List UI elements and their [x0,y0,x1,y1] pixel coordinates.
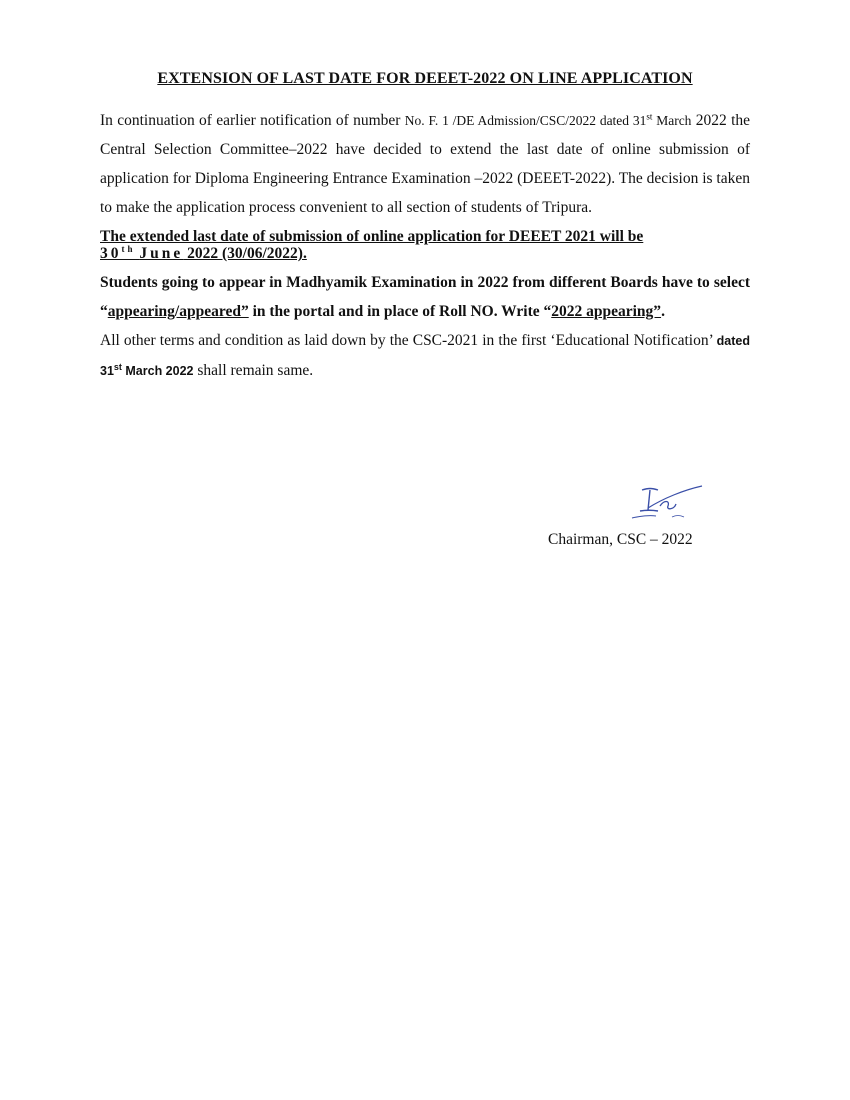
appearing-option: appearing/appeared” [107,303,249,320]
terms-paragraph: All other terms and condition as laid down by the CSC-2021 in the first ‘Educational Notification’ dated 31st March 2022 shall remain same. [100,332,750,379]
extended-date-notice: The extended last date of submission of online application for DEEET 2021 will be 30th June 2022 (30/06/2022). [100,228,644,262]
notice-document [100,70,750,386]
notification-number: No. F. 1 /DE Admission/CSC/2022 dated 31st March [404,111,692,128]
paragraph-body: 2022 the Central Selection Committee–2022 have decided to extend the last date of online submission of application for Diploma Engineering Entrance Examination –2022 (DEEET-2022). The decision is taken to make the application process convenient to all section of students of Tripura. [100,112,750,216]
paragraph-intro: In continuation of earlier notification of number [100,112,405,129]
extended-day: 30th [100,243,136,262]
signature-icon [628,484,706,520]
roll-no-value: 2022 appearing” [551,303,662,320]
continuation-paragraph [100,106,750,222]
extended-date-rest: 2022 (30/06/2022). [183,245,307,262]
terms-date: dated 31st March 2022 [100,334,750,378]
students-instruction: Students going to appear in Madhyamik Examination in 2022 from different Boards have to select “appearing/appeared” in the portal and in place of Roll NO. Write “2022 appearing”. [100,274,750,320]
chairman-signature-label: Chairman, CSC – 2022 [548,531,693,548]
notice-title: EXTENSION OF LAST DATE FOR DEEET-2022 ON LINE APPLICATION [157,70,693,87]
extended-month: June [139,245,184,262]
